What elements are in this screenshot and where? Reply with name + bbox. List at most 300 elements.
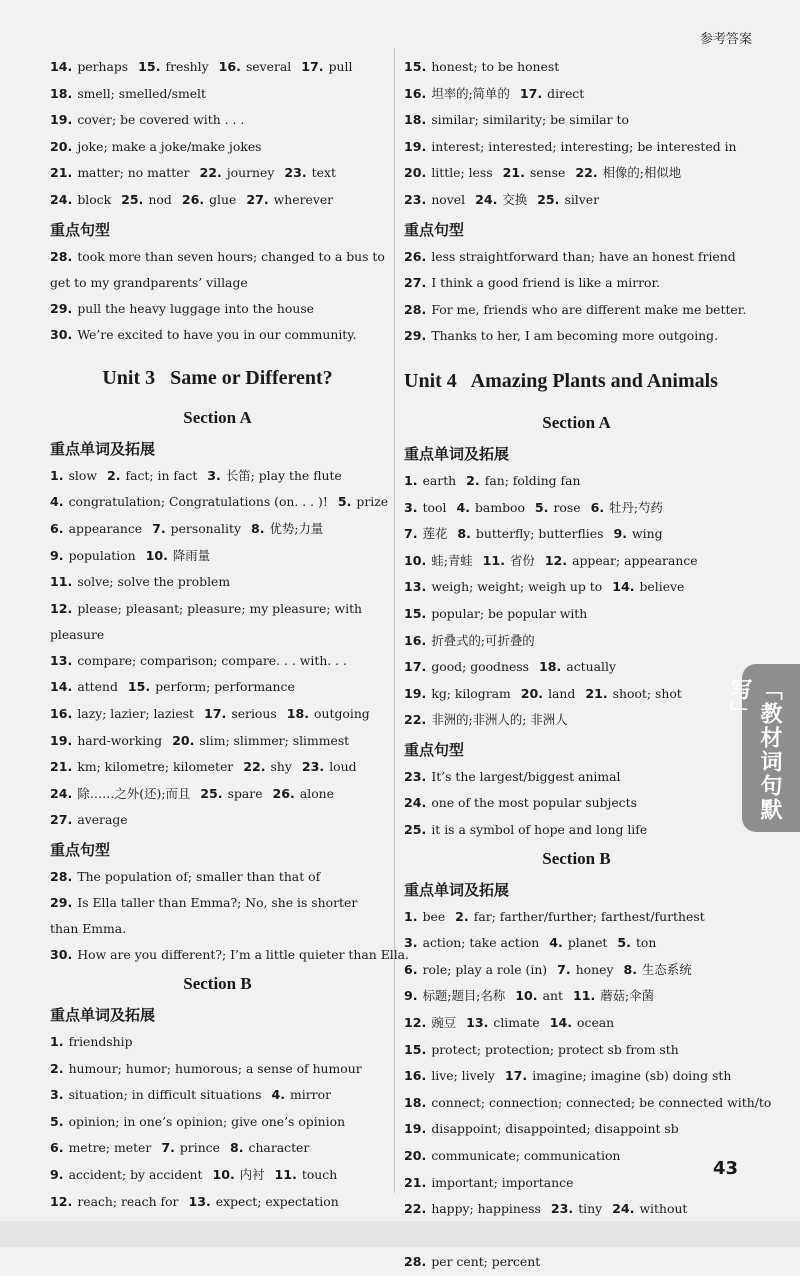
item-number: 29. bbox=[50, 895, 73, 911]
answer-line bbox=[404, 790, 749, 817]
item-answer: We’re excited to have you in our community. bbox=[77, 327, 357, 343]
item-answer: 蛙;青蛙 bbox=[431, 552, 473, 568]
item-number: 25. bbox=[121, 191, 144, 207]
item-number: 22. bbox=[404, 1201, 427, 1217]
item-number: 28. bbox=[404, 301, 427, 317]
answer-line bbox=[404, 1196, 749, 1223]
side-tab[interactable] bbox=[727, 664, 800, 832]
item-answer: pull bbox=[328, 59, 353, 74]
item-answer: believe bbox=[639, 579, 685, 595]
item-answer: expect; expectation bbox=[215, 1193, 339, 1209]
answer-line bbox=[50, 674, 385, 701]
item-answer: text bbox=[311, 165, 336, 181]
item-number: 16. bbox=[404, 632, 427, 648]
answer-line bbox=[404, 187, 749, 214]
answer-line bbox=[404, 628, 749, 655]
section-heading: 重点句型 bbox=[404, 220, 465, 239]
item-answer: 除……之外(还);而且 bbox=[77, 785, 191, 801]
answer-line bbox=[404, 1063, 749, 1090]
item-number: 16. bbox=[404, 1068, 427, 1084]
answer-line bbox=[50, 543, 385, 570]
item-answer: joke; make a joke/make jokes bbox=[77, 138, 262, 154]
item-number: 23. bbox=[404, 191, 427, 207]
item-answer: character bbox=[248, 1140, 310, 1156]
item-number: 2. bbox=[466, 472, 480, 488]
item-number: 12. bbox=[404, 1015, 427, 1031]
item-number: 17. bbox=[204, 705, 227, 721]
answer-line bbox=[404, 601, 749, 628]
answer-line bbox=[404, 1116, 749, 1143]
item-number: 15. bbox=[404, 605, 427, 621]
item-answer: far; farther/further; farthest/furthest bbox=[473, 908, 705, 924]
item-number: 2. bbox=[455, 908, 469, 924]
item-answer: spare bbox=[227, 785, 263, 801]
item-number: 13. bbox=[188, 1193, 211, 1209]
item-number: 19. bbox=[50, 732, 73, 748]
item-number: 16. bbox=[404, 85, 427, 101]
item-number: 8. bbox=[623, 961, 638, 977]
item-answer: ton bbox=[635, 935, 657, 951]
item-answer: per cent; percent bbox=[431, 1254, 541, 1270]
item-answer: honey bbox=[575, 961, 614, 977]
answer-line bbox=[404, 1090, 772, 1117]
item-answer: sense bbox=[529, 165, 566, 181]
item-number: 18. bbox=[286, 705, 310, 721]
answer-line bbox=[50, 1029, 385, 1056]
item-answer: cover; be covered with . . . bbox=[77, 112, 245, 128]
item-number: 8. bbox=[250, 520, 265, 536]
item-answer: alone bbox=[299, 785, 334, 801]
item-answer: prize bbox=[356, 494, 389, 510]
item-answer: popular; be popular with bbox=[431, 605, 588, 621]
item-answer: interest; interested; interesting; be interested in bbox=[431, 138, 737, 154]
answer-line bbox=[50, 81, 385, 108]
answer-line bbox=[404, 468, 749, 495]
item-number: 20. bbox=[172, 732, 195, 748]
item-number: 14. bbox=[612, 579, 635, 595]
answer-line bbox=[50, 1056, 385, 1083]
answer-line bbox=[404, 764, 749, 791]
answer-line bbox=[50, 489, 389, 516]
item-answer: 生态系统 bbox=[642, 961, 692, 977]
answer-line bbox=[404, 54, 749, 81]
item-number: 22. bbox=[575, 165, 598, 181]
unit-title: Unit 4 Amazing Plants and Animals bbox=[404, 369, 718, 392]
item-answer: serious bbox=[231, 705, 277, 721]
section-heading: 重点单词及拓展 bbox=[50, 439, 156, 458]
item-answer: Is Ella taller than Emma?; No, she is shorter than Emma. bbox=[50, 895, 358, 937]
item-number: 7. bbox=[404, 526, 418, 542]
item-answer: compare; comparison; compare. . . with. . . bbox=[77, 652, 347, 668]
item-answer: good; goodness bbox=[431, 659, 530, 675]
item-number: 5. bbox=[337, 494, 352, 510]
item-answer: 省份 bbox=[509, 552, 535, 568]
item-number: 18. bbox=[404, 112, 427, 128]
item-answer: loud bbox=[329, 759, 357, 775]
item-number: 24. bbox=[612, 1201, 635, 1217]
item-number: 24. bbox=[404, 795, 427, 811]
item-number: 22. bbox=[243, 759, 266, 775]
item-answer: 交换 bbox=[502, 191, 528, 207]
item-number: 17. bbox=[504, 1068, 528, 1084]
answer-line bbox=[404, 574, 749, 601]
item-answer: km; kilometre; kilometer bbox=[77, 759, 234, 775]
item-answer: actually bbox=[566, 659, 616, 675]
answer-line bbox=[404, 1143, 749, 1170]
item-answer: population bbox=[68, 547, 136, 563]
answer-line bbox=[50, 296, 385, 323]
item-number: 14. bbox=[50, 59, 73, 74]
item-number: 5. bbox=[534, 499, 549, 515]
item-number: 16. bbox=[50, 705, 73, 721]
item-answer: one of the most popular subjects bbox=[431, 795, 637, 811]
item-number: 4. bbox=[456, 499, 470, 515]
answer-line bbox=[50, 569, 385, 596]
section-heading: 重点单词及拓展 bbox=[404, 444, 510, 463]
item-number: 11. bbox=[274, 1167, 297, 1183]
item-answer: block bbox=[77, 191, 112, 207]
answer-line bbox=[404, 707, 749, 734]
left-column bbox=[50, 54, 409, 1242]
item-number: 13. bbox=[50, 652, 73, 668]
answer-line bbox=[50, 1109, 385, 1136]
item-number: 26. bbox=[181, 191, 205, 207]
item-answer: personality bbox=[170, 520, 241, 536]
item-number: 7. bbox=[161, 1140, 175, 1156]
unit-title: Unit 3 Same or Different? bbox=[102, 366, 333, 389]
item-number: 30. bbox=[50, 327, 73, 343]
item-number: 28. bbox=[404, 1254, 427, 1270]
item-answer: shoot; shot bbox=[612, 685, 682, 701]
answer-line bbox=[404, 244, 749, 271]
item-number: 2. bbox=[106, 467, 121, 483]
item-answer: 莲花 bbox=[422, 526, 448, 542]
item-number: 20. bbox=[404, 1148, 427, 1163]
item-answer: perhaps bbox=[77, 59, 129, 74]
item-number: 10. bbox=[212, 1167, 235, 1183]
item-number: 12. bbox=[50, 1193, 73, 1209]
item-number: 6. bbox=[50, 520, 64, 536]
item-number: 3. bbox=[50, 1087, 64, 1103]
answer-line bbox=[404, 1037, 749, 1064]
item-number: 9. bbox=[50, 1167, 64, 1183]
item-answer: role; play a role (in) bbox=[422, 961, 548, 977]
item-number: 20. bbox=[50, 138, 73, 154]
item-answer: situation; in difficult situations bbox=[68, 1087, 262, 1103]
item-answer: similar; similarity; be similar to bbox=[431, 112, 629, 128]
item-number: 17. bbox=[519, 85, 543, 101]
answer-line bbox=[50, 864, 385, 891]
item-number: 8. bbox=[457, 526, 471, 542]
item-number: 19. bbox=[404, 685, 427, 701]
item-answer: novel bbox=[431, 191, 466, 207]
column-divider bbox=[394, 48, 395, 1193]
item-number: 3. bbox=[207, 467, 221, 483]
item-number: 26. bbox=[404, 248, 427, 264]
answer-line bbox=[50, 890, 385, 942]
item-answer: journey bbox=[226, 165, 275, 181]
item-number: 18. bbox=[539, 659, 562, 675]
item-number: 21. bbox=[502, 165, 525, 181]
item-answer: butterfly; butterflies bbox=[475, 526, 604, 542]
item-number: 7. bbox=[557, 961, 571, 977]
answer-line bbox=[50, 187, 385, 214]
item-answer: congratulation; Congratulations (on. . . )! bbox=[68, 494, 328, 510]
item-answer: 标题;题目;名称 bbox=[422, 988, 506, 1004]
answer-line bbox=[50, 754, 385, 781]
item-number: 1. bbox=[50, 467, 64, 483]
item-number: 6. bbox=[50, 1140, 64, 1156]
item-number: 18. bbox=[50, 85, 73, 101]
item-answer: matter; no matter bbox=[77, 165, 190, 181]
item-answer: land bbox=[548, 685, 576, 701]
item-answer: attend bbox=[77, 679, 118, 695]
item-answer: appearance bbox=[68, 520, 143, 536]
answer-line bbox=[404, 323, 749, 350]
item-number: 11. bbox=[482, 552, 505, 568]
answer-line bbox=[50, 596, 385, 648]
item-answer: pull the heavy luggage into the house bbox=[77, 300, 315, 316]
item-number: 27. bbox=[404, 275, 427, 291]
item-answer: humour; humor; humorous; a sense of humour bbox=[68, 1060, 362, 1076]
item-answer: mirror bbox=[290, 1087, 331, 1103]
answer-line bbox=[404, 654, 749, 681]
item-answer: tiny bbox=[578, 1201, 603, 1217]
answer-line bbox=[50, 516, 385, 543]
item-number: 15. bbox=[127, 679, 151, 695]
item-number: 28. bbox=[50, 868, 73, 884]
item-number: 19. bbox=[50, 112, 73, 128]
item-number: 1. bbox=[404, 472, 418, 488]
item-number: 21. bbox=[50, 759, 73, 775]
item-answer: kg; kilogram bbox=[431, 685, 511, 701]
answer-line bbox=[50, 701, 385, 728]
item-number: 23. bbox=[284, 165, 307, 181]
item-number: 27. bbox=[50, 812, 73, 828]
item-number: 21. bbox=[404, 1174, 427, 1190]
answer-line bbox=[404, 930, 749, 957]
item-answer: rose bbox=[553, 499, 581, 515]
item-answer: important; importance bbox=[431, 1174, 574, 1190]
item-answer: fan; folding fan bbox=[484, 472, 581, 488]
answer-line bbox=[50, 942, 409, 969]
item-answer: imagine; imagine (sb) doing sth bbox=[532, 1068, 732, 1084]
item-number: 27. bbox=[246, 191, 269, 207]
item-answer: 非洲的;非洲人的; 非洲人 bbox=[431, 712, 568, 728]
item-answer: smell; smelled/smelt bbox=[77, 85, 206, 101]
item-number: 3. bbox=[404, 499, 418, 515]
item-answer: 折叠式的;可折叠的 bbox=[431, 632, 535, 648]
answer-line bbox=[50, 322, 385, 349]
item-number: 11. bbox=[50, 574, 73, 590]
item-answer: silver bbox=[564, 191, 600, 207]
answer-line bbox=[404, 297, 749, 324]
section-heading: 重点单词及拓展 bbox=[50, 1006, 156, 1025]
item-number: 20. bbox=[404, 165, 427, 181]
item-number: 7. bbox=[152, 520, 166, 536]
answer-line bbox=[50, 463, 385, 490]
item-number: 6. bbox=[590, 499, 605, 515]
item-number: 9. bbox=[404, 988, 418, 1004]
item-answer: friendship bbox=[68, 1034, 133, 1050]
answer-line bbox=[50, 160, 385, 187]
answer-line bbox=[404, 160, 749, 187]
item-number: 4. bbox=[271, 1087, 286, 1103]
item-answer: prince bbox=[179, 1140, 220, 1156]
item-number: 13. bbox=[466, 1015, 489, 1031]
item-answer: without bbox=[639, 1201, 688, 1217]
item-number: 24. bbox=[50, 785, 73, 801]
item-answer: little; less bbox=[431, 165, 493, 181]
item-number: 25. bbox=[537, 191, 560, 207]
answer-line bbox=[404, 495, 749, 522]
answer-line bbox=[404, 1249, 749, 1276]
answer-line bbox=[404, 107, 749, 134]
header-tag: 参考答案 bbox=[699, 32, 752, 47]
item-answer: 内衬 bbox=[239, 1167, 265, 1183]
item-number: 10. bbox=[404, 552, 427, 568]
item-answer: ocean bbox=[577, 1015, 615, 1031]
item-number: 12. bbox=[50, 600, 73, 616]
item-answer: 相像的;相似地 bbox=[602, 165, 682, 181]
item-answer: tool bbox=[422, 499, 447, 515]
answer-line bbox=[50, 1082, 385, 1109]
item-answer: touch bbox=[301, 1167, 338, 1183]
item-number: 24. bbox=[50, 191, 73, 207]
item-number: 28. bbox=[50, 248, 73, 264]
item-number: 14. bbox=[50, 679, 73, 695]
item-number: 20. bbox=[520, 685, 544, 701]
item-answer: shy bbox=[270, 759, 292, 775]
item-number: 29. bbox=[404, 328, 427, 344]
item-answer: Thanks to her, I am becoming more outgoing. bbox=[431, 328, 719, 344]
bottom-band bbox=[0, 1221, 800, 1247]
item-number: 30. bbox=[50, 947, 73, 963]
item-answer: reach; reach for bbox=[77, 1193, 179, 1209]
item-answer: 坦率的;简单的 bbox=[431, 85, 510, 101]
item-answer: communicate; communication bbox=[431, 1148, 621, 1163]
item-number: 17. bbox=[301, 59, 324, 74]
item-answer: honest; to be honest bbox=[431, 59, 560, 74]
item-answer: took more than seven hours; changed to a bus to get to my grandparents’ village bbox=[50, 248, 385, 290]
item-number: 10. bbox=[145, 547, 168, 563]
item-number: 29. bbox=[50, 300, 73, 316]
item-answer: 降雨量 bbox=[172, 547, 211, 563]
item-number: 9. bbox=[50, 547, 64, 563]
section-heading: 重点句型 bbox=[50, 840, 111, 859]
item-answer: 蘑菇;伞菌 bbox=[600, 988, 654, 1004]
item-number: 23. bbox=[550, 1201, 574, 1217]
answer-line bbox=[50, 781, 385, 808]
answer-line bbox=[50, 1189, 385, 1216]
item-number: 10. bbox=[515, 988, 538, 1004]
item-answer: metre; meter bbox=[68, 1140, 152, 1156]
item-answer: slow bbox=[68, 467, 97, 483]
item-answer: fact; in fact bbox=[125, 467, 198, 483]
answer-line bbox=[404, 548, 749, 575]
item-number: 8. bbox=[229, 1140, 244, 1156]
item-answer: outgoing bbox=[314, 705, 370, 721]
section-heading: 重点句型 bbox=[404, 740, 465, 759]
item-answer: wherever bbox=[273, 191, 334, 207]
item-answer: bamboo bbox=[475, 499, 525, 515]
item-number: 4. bbox=[50, 494, 64, 510]
item-answer: connect; connection; connected; be connected with/to bbox=[431, 1094, 772, 1110]
item-answer: hard-working bbox=[77, 732, 163, 748]
answer-line bbox=[404, 81, 749, 108]
item-answer: The population of; smaller than that of bbox=[77, 868, 321, 884]
item-answer: please; pleasant; pleasure; my pleasure; with pleasure bbox=[50, 600, 363, 642]
item-answer: planet bbox=[567, 935, 608, 951]
item-number: 25. bbox=[404, 822, 427, 838]
answer-line bbox=[50, 1162, 385, 1189]
item-number: 4. bbox=[549, 935, 563, 951]
answer-line bbox=[50, 1135, 385, 1162]
item-answer: lazy; lazier; laziest bbox=[77, 705, 195, 721]
item-answer: 豌豆 bbox=[431, 1015, 457, 1031]
section-title: Section A bbox=[542, 412, 611, 432]
item-number: 23. bbox=[404, 768, 427, 784]
answer-line bbox=[404, 681, 749, 708]
item-answer: glue bbox=[209, 191, 237, 207]
answer-line bbox=[50, 807, 385, 834]
item-number: 15. bbox=[404, 1041, 427, 1057]
item-answer: opinion; in one’s opinion; give one’s opinion bbox=[68, 1113, 346, 1129]
item-number: 22. bbox=[404, 712, 427, 728]
item-number: 18. bbox=[404, 1094, 427, 1110]
item-number: 9. bbox=[613, 526, 628, 542]
answer-line bbox=[404, 270, 749, 297]
answer-line bbox=[404, 904, 749, 931]
answer-line bbox=[50, 134, 385, 161]
item-answer: it is a symbol of hope and long life bbox=[431, 822, 648, 838]
item-answer: slim; slimmer; slimmest bbox=[199, 732, 350, 748]
answer-line bbox=[50, 728, 385, 755]
item-number: 22. bbox=[199, 165, 222, 181]
item-number: 17. bbox=[404, 659, 427, 675]
item-answer: disappoint; disappointed; disappoint sb bbox=[431, 1121, 679, 1137]
item-number: 24. bbox=[475, 191, 498, 207]
item-answer: wing bbox=[632, 526, 663, 542]
side-tab-label: 「教材词句默写」 bbox=[727, 678, 782, 822]
answer-line bbox=[404, 521, 749, 548]
item-number: 23. bbox=[301, 759, 325, 775]
item-answer: appear; appearance bbox=[572, 552, 698, 568]
item-number: 11. bbox=[572, 988, 596, 1004]
section-title: Section B bbox=[542, 848, 611, 868]
item-answer: I think a good friend is like a mirror. bbox=[431, 275, 661, 291]
item-answer: 优势;力量 bbox=[269, 520, 324, 536]
item-number: 25. bbox=[200, 785, 223, 801]
answer-line bbox=[50, 107, 385, 134]
item-answer: For me, friends who are different make me better. bbox=[431, 301, 747, 317]
section-heading: 重点单词及拓展 bbox=[404, 880, 510, 899]
item-number: 21. bbox=[585, 685, 608, 701]
item-answer: bee bbox=[422, 908, 446, 924]
answer-line bbox=[404, 134, 749, 161]
answer-line bbox=[404, 1010, 749, 1037]
item-number: 5. bbox=[617, 935, 631, 951]
item-answer: How are you different?; I’m a little quieter than Ella. bbox=[77, 947, 409, 963]
section-title: Section A bbox=[183, 407, 252, 427]
item-answer: direct bbox=[547, 85, 585, 101]
item-number: 16. bbox=[218, 59, 241, 74]
item-number: 19. bbox=[404, 1121, 427, 1137]
item-number: 3. bbox=[404, 935, 418, 951]
item-answer: action; take action bbox=[422, 935, 540, 951]
item-answer: climate bbox=[493, 1015, 540, 1031]
answer-line bbox=[50, 244, 385, 296]
